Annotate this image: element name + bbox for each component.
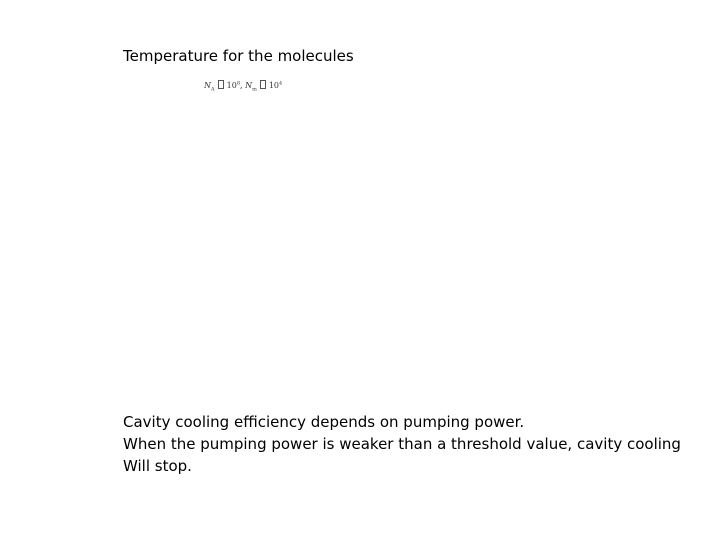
formula-n-m-exponent: 4 [279,80,283,87]
formula-n-a-value: 10 [226,81,237,90]
formula-n-m-symbol: N [245,81,253,90]
body-line: When the pumping power is weaker than a threshold value, cavity cooling [123,435,681,453]
formula-n-a-exponent: 8 [236,80,240,87]
formula-n-m-subscript: m [252,86,257,93]
body-text [123,411,693,477]
approx-glyph-box [260,80,266,89]
approx-glyph-box [218,80,224,89]
body-line: Cavity cooling efficiency depends on pumping power. [123,413,525,431]
body-line: Will stop. [123,457,192,475]
formula [204,80,282,92]
formula-n-a-symbol: N [204,81,211,90]
formula-n-a-subscript: A [211,86,215,93]
slide-title: Temperature for the molecules [123,47,354,65]
formula-n-m-value: 10 [268,81,280,90]
formula-separator: , [240,81,243,90]
